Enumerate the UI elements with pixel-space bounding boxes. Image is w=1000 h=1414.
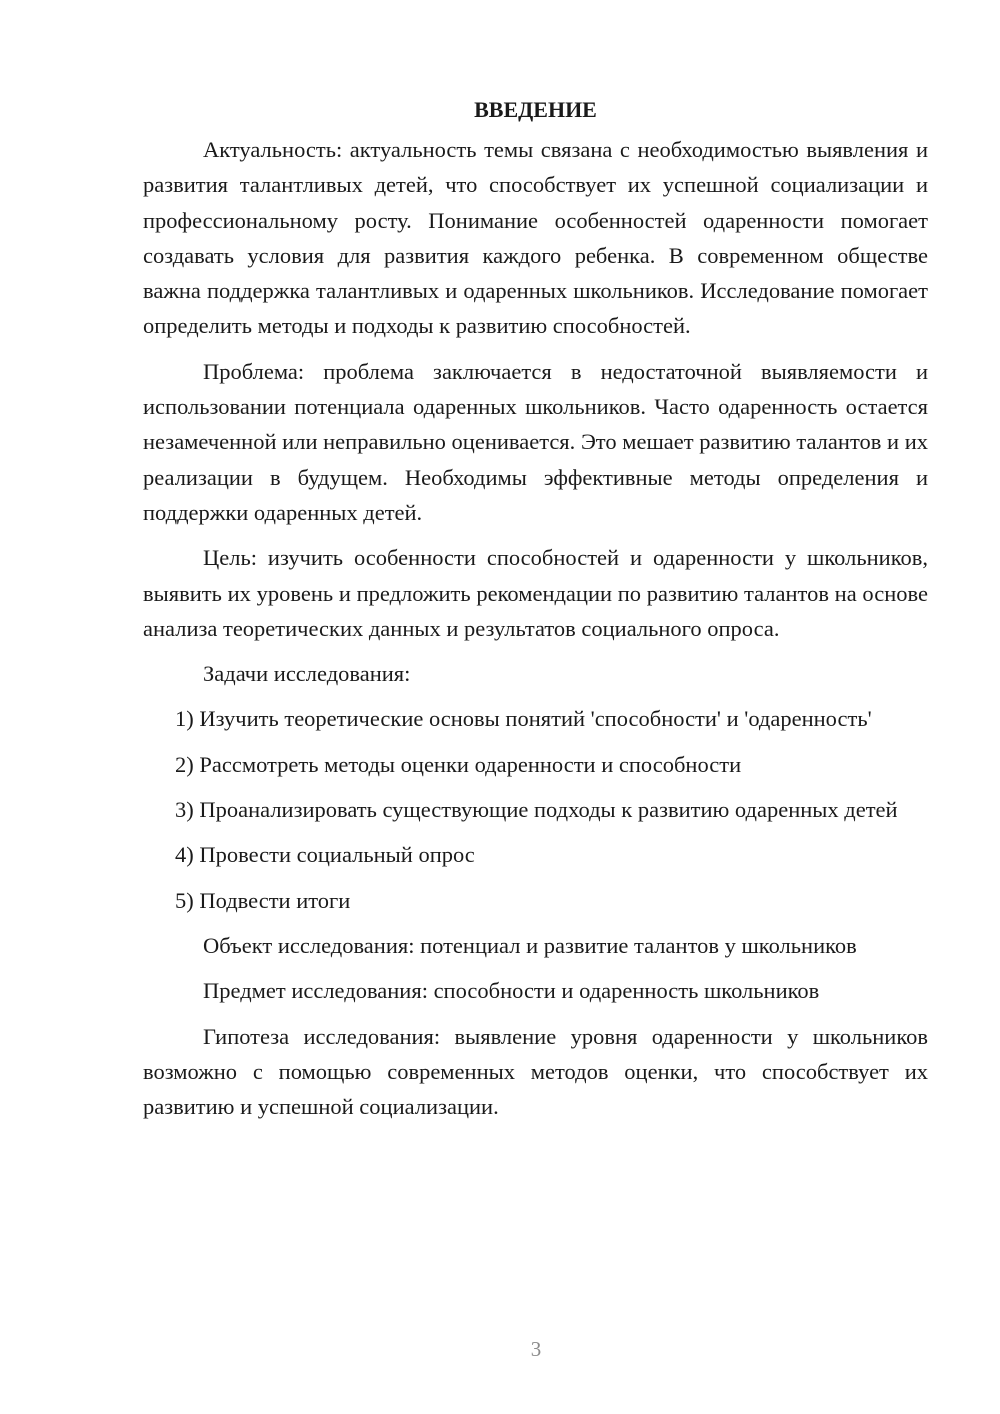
paragraph-subject: Предмет исследования: способности и одаренность школьников: [203, 978, 820, 1004]
task-item: 4) Провести социальный опрос: [175, 842, 475, 868]
paragraph-relevance: Актуальность: актуальность темы связана с необходимостью выявления и развития талантливых детей, что способствует их успешной социализации и профессиональному росту. Понимание особенностей одаренности помогает создавать условия для развития каждого ребенка. В современном обществе важна поддержка талантливых и одаренных школьников. Исследование помогает определить методы и подходы к развитию способностей.: [143, 137, 928, 339]
tasks-heading: Задачи исследования:: [203, 661, 411, 687]
task-item: 5) Подвести итоги: [175, 887, 351, 913]
task-item: 2) Рассмотреть методы оценки одаренности и способности: [175, 751, 742, 777]
task-item: 3) Проанализировать существующие подходы к развитию одаренных детей: [175, 797, 898, 823]
paragraph-problem: Проблема: проблема заключается в недостаточной выявляемости и использовании потенциала одаренных школьников. Часто одаренность остается незамеченной или неправильно оценивается. Это мешает развитию талантов и их реализации в будущем. Необходимы эффективные методы определения и поддержки одаренных детей.: [143, 358, 928, 525]
paragraph-object: Объект исследования: потенциал и развитие талантов у школьников: [203, 932, 857, 958]
paragraph-goal: Цель: изучить особенности способностей и одаренности у школьников, выявить их уровень и предложить рекомендации по развитию талантов на основе анализа теоретических данных и результатов социального опроса.: [143, 545, 928, 641]
section-title: ВВЕДЕНИЕ: [474, 97, 597, 122]
paragraph-hypothesis: Гипотеза исследования: выявление уровня одаренности у школьников возможно с помощью современных методов оценки, что способствует их развитию и успешной социализации.: [143, 1023, 928, 1120]
page-content: [143, 88, 928, 1124]
task-item: 1) Изучить теоретические основы понятий 'способности' и 'одаренность': [175, 706, 872, 732]
page-number: 3: [530, 1337, 542, 1361]
